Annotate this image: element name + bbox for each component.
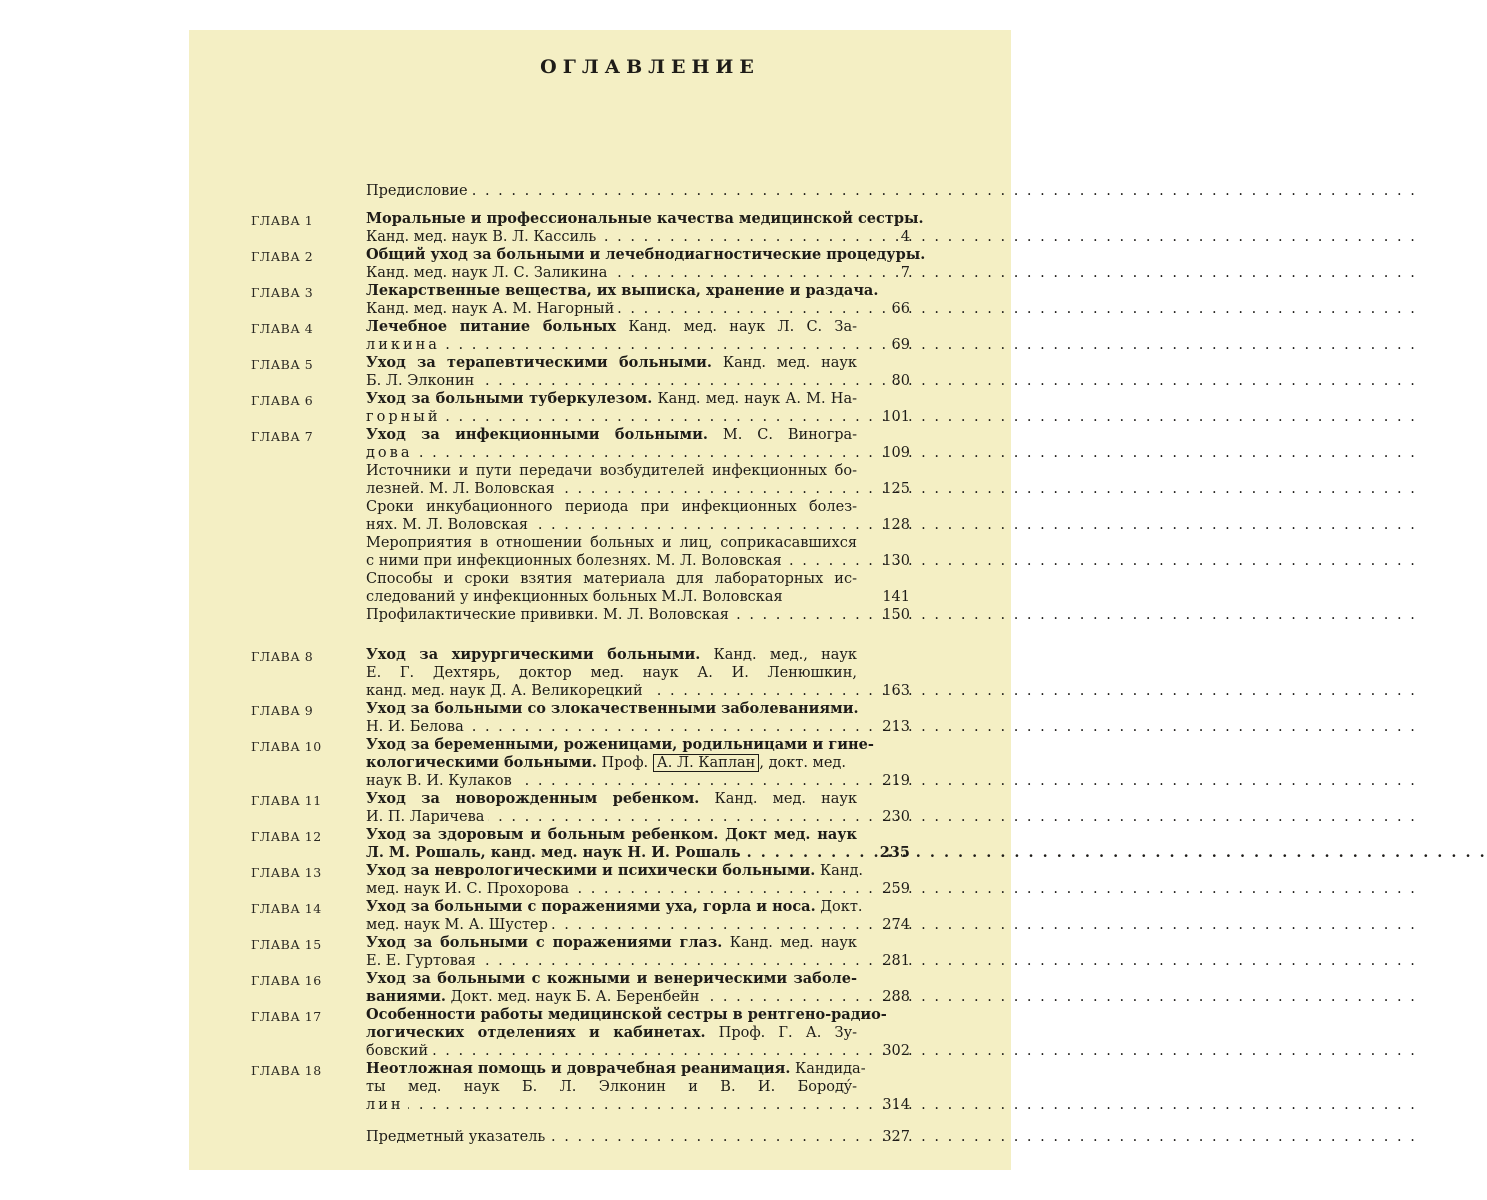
chapter-label: ГЛАВА 12 [251, 829, 322, 844]
chapter-author: мед. наук М. А. Шустер . . . [366, 916, 857, 934]
page-number: 288 [882, 989, 910, 1005]
chapter-label: ГЛАВА 7 [251, 429, 314, 444]
chapter-title-line: Уход за инфекционными больными. М. С. Виногра- [366, 426, 858, 443]
toc-index: Предметный указатель . . . [366, 1128, 857, 1146]
subsection-title: Профилактические прививки. М. Л. Воловская . . . [366, 606, 857, 624]
chapter-label: ГЛАВА 2 [251, 249, 314, 264]
page-number: 66 [891, 301, 910, 317]
chapter-author: Канд. мед. наук А. М. Нагорный . . . [366, 300, 857, 318]
chapter-title-line: логических отделениях и кабинетах. Проф. Г. А. Зу- [366, 1024, 857, 1041]
toc-preface: Предисловие . . . [366, 182, 857, 200]
page-number: 213 [882, 719, 910, 735]
page-number: 281 [882, 953, 910, 969]
subsection-author: лезней. М. Л. Воловская . . . [366, 480, 857, 498]
chapter-label: ГЛАВА 3 [251, 285, 314, 300]
chapter-label: ГЛАВА 17 [251, 1009, 322, 1024]
chapter-label: ГЛАВА 6 [251, 393, 314, 408]
page-number: 130 [882, 553, 910, 569]
page-number: 80 [891, 373, 910, 389]
chapter-label: ГЛАВА 4 [251, 321, 314, 336]
chapter-author: Канд. мед. наук Л. С. Заликина . . . [366, 264, 857, 282]
chapter-author: мед. наук И. С. Прохорова . . . [366, 880, 857, 898]
chapter-title-line: Уход за терапевтическими больными. Канд. мед. наук [366, 354, 857, 371]
chapter-author: Канд. мед. наук В. Л. Кассиль . . . [366, 228, 857, 246]
chapter-title-line: кологическими больными. Проф. А. Л. Каплан , докт. мед. [366, 754, 846, 771]
chapter-label: ГЛАВА 11 [251, 793, 322, 808]
page-number: 230 [882, 809, 910, 825]
chapter-author: Е. Е. Гуртовая . . . [366, 952, 857, 970]
chapter-author: И. П. Ларичева . . . [366, 808, 857, 826]
page-number: 7 [900, 265, 910, 281]
chapter-title: Лекарственные вещества, их выписка, хранение и раздача. [366, 282, 879, 299]
page-number: 163 [882, 683, 910, 699]
chapter-author: горный . . . [366, 408, 857, 426]
page-number: 219 [882, 773, 910, 789]
chapter-label: ГЛАВА 16 [251, 973, 322, 988]
chapter-label: ГЛАВА 9 [251, 703, 314, 718]
chapter-title-line: Уход за больными с поражениями глаз. Канд. мед. наук [366, 934, 857, 951]
chapter-label: ГЛАВА 14 [251, 901, 322, 916]
chapter-title: Моральные и профессиональные качества медицинской сестры. [366, 210, 924, 227]
page-number: 327 [882, 1129, 910, 1145]
chapter-title-line: Уход за новорожденным ребенком. Канд. мед. наук [366, 790, 858, 807]
chapter-author: ваниями. Докт. мед. наук Б. А. Беренбейн . . . [366, 988, 857, 1006]
chapter-author: ты мед. наук Б. Л. Элконин и В. И. Бородý- [366, 1079, 857, 1095]
subsection-title: Источники и пути передачи возбудителей инфекционных бо- [366, 463, 857, 479]
page-number: 259 [882, 881, 910, 897]
page-number: 4 [900, 229, 910, 245]
chapter-title-line: Лечебное питание больных Канд. мед. наук Л. С. За- [366, 318, 858, 335]
chapter-title-line: Уход за больными туберкулезом. Канд. мед. наук А. М. На- [366, 390, 857, 407]
toc-page [189, 30, 1011, 1170]
chapter-author: ликина . . . [366, 336, 857, 354]
chapter-title: Особенности работы медицинской сестры в рентгено-радио- [366, 1006, 887, 1023]
chapter-label: ГЛАВА 5 [251, 357, 314, 372]
subsection-title: Способы и сроки взятия материала для лабораторных ис- [366, 571, 857, 587]
page-number: 314 [882, 1097, 910, 1113]
page-number: 141 [882, 589, 910, 605]
chapter-author: наук В. И. Кулаков . . . [366, 772, 857, 790]
chapter-label: ГЛАВА 13 [251, 865, 322, 880]
chapter-title-line: Уход за неврологическими и психически больными. Канд. [366, 862, 864, 879]
chapter-title: Уход за беременными, роженицами, родильницами и гине- [366, 736, 874, 753]
chapter-title-line: Уход за больными с поражениями уха, горла и носа. Докт. [366, 898, 863, 915]
subsection-title: Сроки инкубационного периода при инфекционных болез- [366, 499, 857, 515]
chapter-label: ГЛАВА 18 [251, 1063, 322, 1078]
subsection-author: следований у инфекционных больных М.Л. Воловская [366, 588, 857, 606]
boxed-author: А. Л. Каплан [653, 754, 760, 772]
chapter-label: ГЛАВА 1 [251, 213, 314, 228]
chapter-title: Уход за больными с кожными и венерическими заболе- [366, 970, 857, 987]
page-title: ОГЛАВЛЕНИЕ [540, 56, 760, 78]
page-number: 101 [882, 409, 910, 425]
chapter-author: дова . . . [366, 444, 857, 462]
chapter-title: Общий уход за больными и лечебнодиагностические процедуры. [366, 246, 926, 263]
chapter-author: Е. Г. Дехтярь, доктор мед. наук А. И. Ленюшкин, [366, 665, 857, 681]
page-number: 69 [891, 337, 910, 353]
chapter-author: бовский . . . [366, 1042, 857, 1060]
page-number: 274 [882, 917, 910, 933]
page-number: 125 [882, 481, 910, 497]
chapter-author: канд. мед. наук Д. А. Великорецкий . . . [366, 682, 857, 700]
chapter-label: ГЛАВА 10 [251, 739, 322, 754]
chapter-author: Б. Л. Элконин . . . [366, 372, 857, 390]
subsection-author: с ними при инфекционных болезнях. М. Л. Воловская . . . [366, 552, 857, 570]
chapter-title: Уход за здоровым и больным ребенком. Докт мед. наук [366, 826, 857, 843]
page-number: 128 [882, 517, 910, 533]
page-number: 150 [882, 607, 910, 623]
chapter-author: Н. И. Белова . . . [366, 718, 857, 736]
chapter-label: ГЛАВА 8 [251, 649, 314, 664]
page-number: 109 [882, 445, 910, 461]
chapter-label: ГЛАВА 15 [251, 937, 322, 952]
chapter-title-line: Неотложная помощь и доврачебная реанимация. Кандида- [366, 1060, 866, 1077]
subsection-author: нях. М. Л. Воловская . . . [366, 516, 857, 534]
page-number: 302 [882, 1043, 910, 1059]
subsection-title: Мероприятия в отношении больных и лиц, соприкасавшихся [366, 535, 857, 551]
page-number: 235 [879, 844, 910, 861]
chapter-author: Л. М. Рошаль, канд. мед. наук Н. И. Рошаль . . . [366, 844, 857, 862]
chapter-author: лин . . . [366, 1096, 857, 1114]
chapter-title: Уход за больными со злокачественными заболеваниями. [366, 700, 859, 717]
chapter-title-line: Уход за хирургическими больными. Канд. мед., наук [366, 646, 857, 663]
